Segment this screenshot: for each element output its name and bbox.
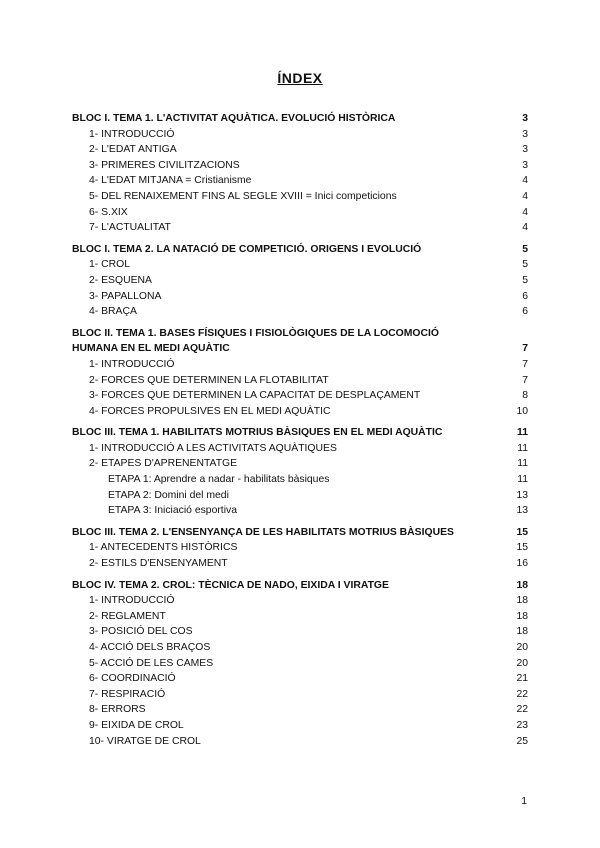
toc-entry-label: 10- VIRATGE DE CROL [89,735,201,747]
toc-entry[interactable] [72,205,528,221]
toc-entry-page: 11 [517,474,528,486]
toc-entry-label: 5- ACCIÓ DE LES CAMES [89,657,214,669]
toc-entry-page: 3 [522,144,528,156]
toc-entry-label: 1- INTRODUCCIÓ A LES ACTIVITATS AQUÀTIQUES [89,442,337,454]
table-of-contents [72,111,528,755]
toc-section-title: BLOC I. TEMA 2. LA NATACIÓ DE COMPETICIÓ. ORIGENS I EVOLUCIÓ [72,243,422,255]
toc-entry[interactable] [72,488,528,504]
toc-section-page: 7 [522,343,528,355]
toc-entry-label: 2- ETAPES D'APRENENTATGE [89,458,238,470]
toc-entry-page: 22 [516,688,528,700]
toc-entry-label: 1- ANTECEDENTS HISTÒRICS [89,542,238,554]
toc-entry-label: 2- ESTILS D'ENSENYAMENT [89,558,228,570]
toc-entry[interactable] [72,220,528,236]
toc-entry[interactable] [72,472,528,488]
toc-entry[interactable] [72,357,528,373]
toc-entry-label: ETAPA 1: Aprendre a nadar - habilitats bàsiques [108,474,330,486]
toc-entry-page: 4 [522,190,528,202]
toc-entry-label: 1- INTRODUCCIÓ [89,358,175,370]
toc-entry-label: 4- BRAÇA [89,306,137,318]
toc-entry-label: 6- COORDINACIÓ [89,673,176,685]
toc-entry-label: 2- FORCES QUE DETERMINEN LA FLOTABILITAT [89,374,329,386]
toc-entry-page: 6 [522,290,528,302]
toc-section-page: 5 [522,243,528,255]
toc-entry[interactable] [72,273,528,289]
toc-entry-page: 3 [522,159,528,171]
toc-entry-label: 1- INTRODUCCIÓ [89,128,175,140]
toc-entry-label: 1- INTRODUCCIÓ [89,595,175,607]
toc-entry-page: 23 [516,719,528,731]
toc-entry-page: 3 [522,128,528,140]
toc-entry-label: 7- RESPIRACIÓ [89,688,166,700]
toc-entry-page: 13 [516,489,528,501]
toc-entry[interactable] [72,702,528,718]
toc-entry-page: 11 [517,458,528,470]
toc-entry-label: 9- EIXIDA DE CROL [89,719,184,731]
toc-section-heading[interactable] [72,326,528,357]
toc-entry-page: 13 [516,505,528,517]
toc-section [72,242,528,320]
toc-entry-label: 6- S.XIX [89,206,128,218]
toc-entry[interactable] [72,304,528,320]
toc-section-title: BLOC III. TEMA 2. L'ENSENYANÇA DE LES HABILITATS MOTRIUS BÀSIQUES [72,526,454,538]
toc-entry[interactable] [72,142,528,158]
toc-entry[interactable] [72,373,528,389]
toc-entry-label: 1- CROL [89,259,130,271]
toc-section [72,111,528,236]
toc-entry[interactable] [72,388,528,404]
toc-entry[interactable] [72,158,528,174]
toc-entry-page: 5 [522,259,528,271]
toc-section-heading[interactable] [72,578,528,594]
toc-section-page: 18 [516,579,528,591]
toc-entry-page: 20 [516,642,528,653]
toc-entry-page: 6 [522,306,528,318]
toc-entry-label: 3- FORCES QUE DETERMINEN LA CAPACITAT DE DESPLAÇAMENT [89,390,421,402]
toc-entry-page: 25 [516,735,528,747]
toc-section-page: 15 [516,526,528,538]
toc-section-title: BLOC IV. TEMA 2. CROL: TÈCNICA DE NADO, EIXIDA I VIRATGE [72,579,389,591]
toc-entry-label: ETAPA 3: Iniciació esportiva [108,505,237,517]
toc-entry-page: 18 [516,595,528,607]
toc-section-heading[interactable] [72,242,528,258]
toc-entry[interactable] [72,456,528,472]
toc-entry-label: ETAPA 2: Domini del medi [108,489,229,501]
toc-entry[interactable] [72,718,528,734]
toc-entry-page: 10 [516,405,528,417]
toc-entry-label: 4- ACCIÓ DELS BRAÇOS [89,642,211,653]
toc-entry-page: 18 [516,626,528,638]
toc-entry[interactable] [72,734,528,750]
toc-entry-page: 4 [522,175,528,187]
toc-entry-label: 8- ERRORS [89,704,146,716]
toc-entry[interactable] [72,609,528,625]
toc-entry-page: 4 [522,206,528,218]
toc-entry-label: 4- L'EDAT MITJANA = Cristianisme [89,175,252,187]
toc-entry-label: 5- DEL RENAIXEMENT FINS AL SEGLE XVIII = Inici competicions [89,190,397,202]
toc-entry[interactable] [72,189,528,205]
toc-entry-label: 7- L'ACTUALITAT [89,222,171,234]
toc-entry-page: 18 [516,610,528,622]
toc-section [72,578,528,750]
toc-section-title: BLOC I. TEMA 1. L'ACTIVITAT AQUÀTICA. EVOLUCIÓ HISTÒRICA [72,113,396,124]
toc-entry[interactable] [72,687,528,703]
toc-entry[interactable] [72,656,528,672]
toc-entry-page: 16 [516,558,528,570]
toc-entry[interactable] [72,404,528,420]
toc-entry[interactable] [72,441,528,457]
toc-entry[interactable] [72,503,528,519]
toc-entry[interactable] [72,556,528,572]
toc-entry-label: 2- L'EDAT ANTIGA [89,144,177,156]
toc-entry-page: 22 [516,704,528,716]
toc-section-title: BLOC II. TEMA 1. BASES FÍSIQUES I FISIOLÒGIQUES DE LA LOCOMOCIÓ HUMANA EN EL MEDI AQUÀTIC [72,327,439,355]
toc-entry-page: 21 [516,673,528,685]
page-number: 1 [521,796,527,807]
toc-section-heading[interactable] [72,525,528,541]
toc-entry[interactable] [72,624,528,640]
toc-section-heading[interactable] [72,111,528,127]
toc-entry[interactable] [72,127,528,143]
toc-section [72,326,528,420]
toc-section [72,525,528,572]
toc-entry-page: 7 [522,358,528,370]
toc-entry[interactable] [72,640,528,656]
toc-entry-label: 3- PRIMERES CIVILITZACIONS [89,159,240,171]
toc-section-page: 3 [522,113,528,124]
toc-entry[interactable] [72,289,528,305]
toc-entry[interactable] [72,257,528,273]
toc-section-title: BLOC III. TEMA 1. HABILITATS MOTRIUS BÀSIQUES EN EL MEDI AQUÀTIC [72,427,443,439]
toc-section [72,425,528,519]
toc-entry-label: 2- REGLAMENT [89,610,166,622]
toc-entry-label: 3- PAPALLONA [89,290,162,302]
toc-entry[interactable] [72,173,528,189]
toc-entry-page: 7 [522,374,528,386]
toc-entry-label: 2- ESQUENA [89,274,152,286]
toc-entry-page: 4 [522,222,528,234]
toc-entry-page: 15 [516,542,528,554]
toc-entry-page: 11 [517,442,528,454]
toc-entry[interactable] [72,593,528,609]
toc-entry-page: 8 [522,390,528,402]
toc-entry-label: 4- FORCES PROPULSIVES EN EL MEDI AQUÀTIC [89,405,331,417]
toc-section-heading[interactable] [72,425,528,441]
page-title: ÍNDEX [277,70,323,86]
toc-section-page: 11 [517,427,528,439]
toc-entry[interactable] [72,671,528,687]
toc-entry[interactable] [72,540,528,556]
toc-entry-label: 3- POSICIÓ DEL COS [89,626,193,638]
toc-entry-page: 20 [516,657,528,669]
toc-entry-page: 5 [522,274,528,286]
